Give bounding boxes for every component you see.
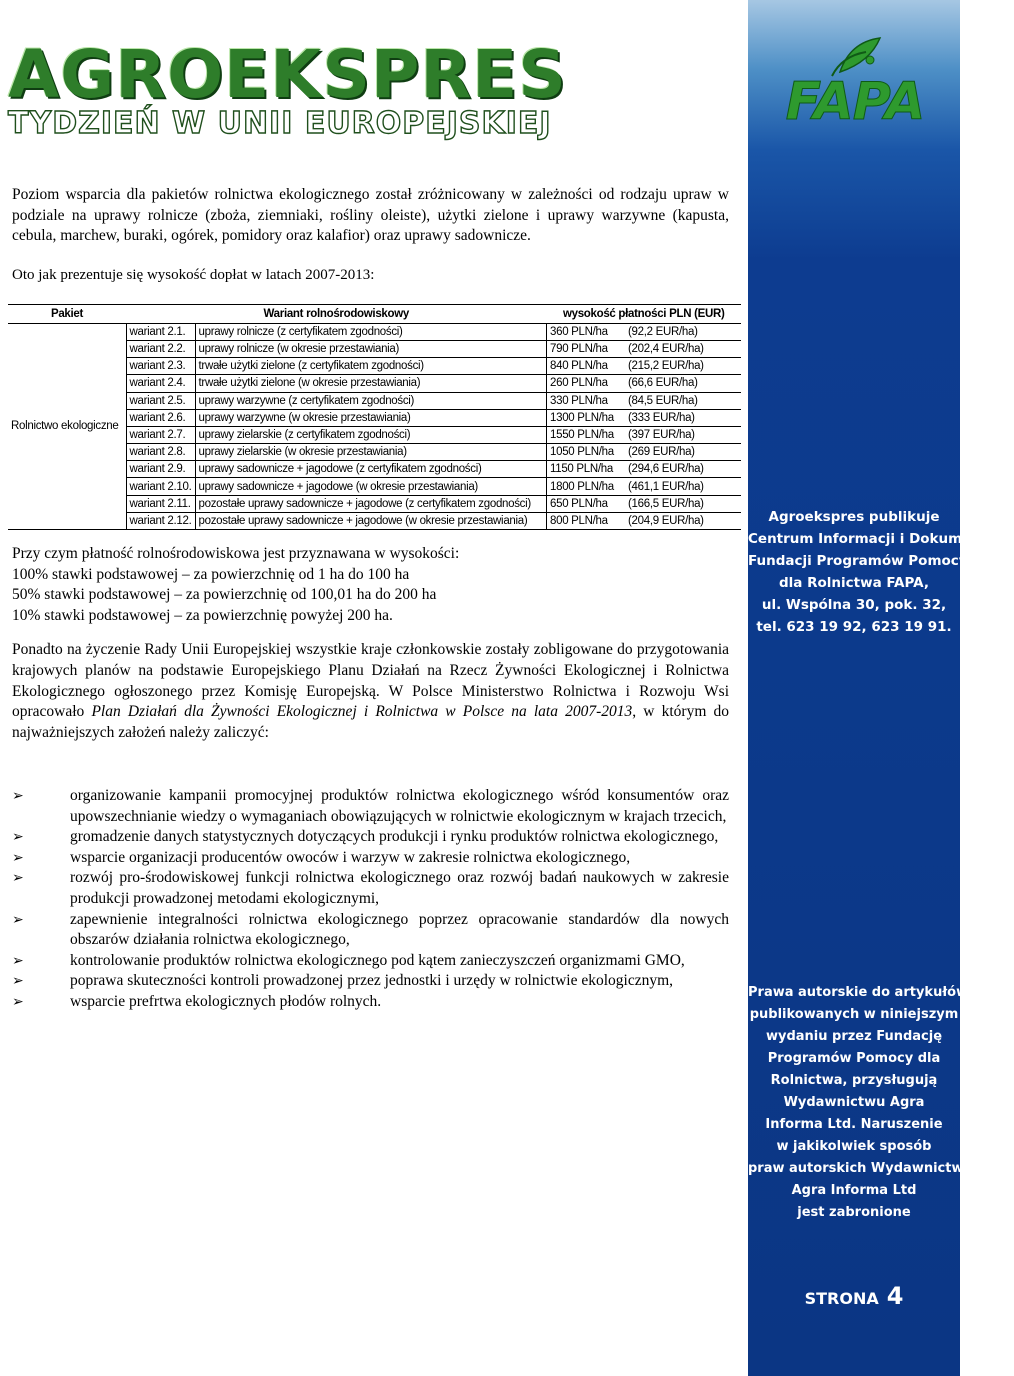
eur-cell: (166,5 EUR/ha) (625, 495, 741, 512)
description-cell: pozostałe uprawy sadownicze + jagodowe (w okresie przestawiania) (195, 512, 546, 529)
package-cell: Rolnictwo ekologiczne (8, 323, 126, 529)
rate-line: 50% stawki podstawowej – za powierzchnię od 100,01 ha do 200 ha (12, 586, 437, 604)
description-cell: uprawy zielarskie (w okresie przestawiania) (195, 444, 546, 461)
eur-cell: (333 EUR/ha) (625, 409, 741, 426)
goal-text: wsparcie organizacji producentów owoców i warzyw w zakresie rolnictwa ekologicznego, (70, 848, 631, 866)
pln-cell: 790 PLN/ha (547, 340, 626, 357)
publisher-line: dla Rolnictwa FAPA, (779, 575, 929, 591)
rate-line: 10% stawki podstawowej – za powierzchnię powyżej 200 ha. (12, 606, 393, 624)
variant-cell: wariant 2.1. (126, 323, 195, 340)
description-cell: trwałe użytki zielone (w okresie przestawiania) (195, 375, 546, 392)
description-cell: uprawy sadownicze + jagodowe (w okresie przestawiania) (195, 478, 546, 495)
goal-text: rozwój pro-środowiskowej funkcji rolnictwa ekologicznego oraz rozwój badań naukowych w zakresie produkcji prowadzonej metodami ekologicznymi, (70, 869, 729, 907)
list-item (12, 848, 729, 869)
eur-cell: (215,2 EUR/ha) (625, 358, 741, 375)
logo-subtitle: TYDZIEŃ W UNII EUROPEJSKIEJ (8, 106, 552, 141)
copyright-line: Wydawnictwu Agra (783, 1095, 925, 1110)
copyright-notice (748, 982, 973, 1224)
fapa-logo-text: FAPA (785, 72, 925, 132)
variant-cell: wariant 2.9. (126, 461, 195, 478)
goal-text: zapewnienie integralności rolnictwa ekologicznego poprzez opracowanie standardów dla nowych obszarów działania rolnictwa ekologicznego, (70, 910, 729, 949)
copyright-line: Informa Ltd. Naruszenie (765, 1117, 943, 1132)
header-variant: Wariant rolnośrodowiskowy (126, 304, 546, 323)
eur-cell: (66,6 EUR/ha) (625, 375, 741, 392)
header-package: Pakiet (8, 304, 126, 323)
eur-cell: (461,1 EUR/ha) (625, 478, 741, 495)
list-item (12, 868, 729, 909)
page-indicator (748, 1282, 960, 1310)
list-item (12, 827, 729, 848)
variant-cell: wariant 2.12. (126, 512, 195, 529)
lead-paragraph: Oto jak prezentuje się wysokość dopłat w latach 2007-2013: (12, 266, 375, 283)
publisher-line: Agroekspres publikuje (768, 509, 940, 525)
variant-cell: wariant 2.8. (126, 444, 195, 461)
list-item (12, 951, 729, 972)
variant-cell: wariant 2.11. (126, 495, 195, 512)
payment-table (8, 304, 741, 530)
plan-title: Plan Działań dla Żywności Ekologicznej i Rolnictwa w Polsce na lata 2007-2013 (91, 703, 633, 721)
header-payment: wysokość płatności PLN (EUR) (547, 304, 742, 323)
sidebar (748, 0, 1014, 1376)
table-header-row (8, 304, 741, 323)
variant-cell: wariant 2.2. (126, 340, 195, 357)
copyright-line: Prawa autorskie do artykułów, (748, 985, 973, 1000)
pln-cell: 1050 PLN/ha (547, 444, 626, 461)
pln-cell: 800 PLN/ha (547, 512, 626, 529)
copyright-line: jest zabronione (797, 1205, 911, 1220)
intro-paragraph: Poziom wsparcia dla pakietów rolnictwa ekologicznego został zróżnicowany w zależności od rodzaju upraw w podziale na uprawy rolnicze (zboża, ziemniaki, rośliny oleiste), użytki zielone i uprawy warzywne (kapusta, cebula, marchew, buraki, ogórek, pomidory oraz kalafior) oraz uprawy sadownicze. (12, 186, 729, 245)
variant-cell: wariant 2.5. (126, 392, 195, 409)
description-cell: uprawy rolnicze (w okresie przestawiania) (195, 340, 546, 357)
pln-cell: 1800 PLN/ha (547, 478, 626, 495)
pln-cell: 1300 PLN/ha (547, 409, 626, 426)
table-row (8, 323, 741, 340)
pln-cell: 260 PLN/ha (547, 375, 626, 392)
eur-cell: (397 EUR/ha) (625, 426, 741, 443)
variant-cell: wariant 2.6. (126, 409, 195, 426)
copyright-line: Rolnictwa, przysługują (770, 1073, 938, 1088)
rate-line: 100% stawki podstawowej – za powierzchnię od 1 ha do 100 ha (12, 565, 410, 583)
goals-list (12, 786, 729, 1013)
rates-intro: Przy czym płatność rolnośrodowiskowa jest przyznawana w wysokości: (12, 545, 460, 563)
description-cell: trwałe użytki zielone (z certyfikatem zgodności) (195, 358, 546, 375)
publisher-line: tel. 623 19 92, 623 19 91. (756, 619, 952, 635)
list-item (12, 910, 729, 951)
page-label: STRONA (804, 1289, 879, 1308)
eur-cell: (294,6 EUR/ha) (625, 461, 741, 478)
eur-cell: (204,9 EUR/ha) (625, 512, 741, 529)
publisher-line: Centrum Informacji i Dokumentacji (748, 531, 1014, 547)
arrow-bullet-icon: ➢ (12, 849, 24, 866)
arrow-bullet-icon: ➢ (12, 952, 24, 969)
eur-cell: (84,5 EUR/ha) (625, 392, 741, 409)
copyright-line: w jakikolwiek sposób (776, 1139, 932, 1154)
description-cell: uprawy rolnicze (z certyfikatem zgodności) (195, 323, 546, 340)
eur-cell: (269 EUR/ha) (625, 444, 741, 461)
variant-cell: wariant 2.4. (126, 375, 195, 392)
goal-text: wsparcie prefrtwa ekologicznych płodów rolnych. (70, 992, 382, 1010)
copyright-line: Agra Informa Ltd (791, 1183, 917, 1198)
fapa-logo (770, 32, 940, 142)
plan-paragraph-start: Ponadto na życzenie Rady Unii Europejskiej wszystkie kraje członkowskie zostały zobligowane do przygotowania krajowych planów na podstawie Europejskiego Planu Działań na Rzecz Żywności Ekologicznej i Rolnictwa Ekologicznego ogłoszonego przez Komisję Europejską. W Polsce Ministerstwo Rolnictwa i Rozwoju Wsi opracowało (12, 641, 729, 721)
page-number: 4 (886, 1282, 904, 1310)
publisher-line: Fundacji Programów Pomocy (748, 553, 968, 569)
rates-block (12, 544, 729, 626)
copyright-line: Programów Pomocy dla (767, 1051, 941, 1066)
description-cell: uprawy sadownicze + jagodowe (z certyfikatem zgodności) (195, 461, 546, 478)
arrow-bullet-icon: ➢ (12, 993, 24, 1010)
arrow-bullet-icon: ➢ (12, 911, 24, 928)
description-cell: uprawy zielarskie (z certyfikatem zgodności) (195, 426, 546, 443)
variant-cell: wariant 2.10. (126, 478, 195, 495)
variant-cell: wariant 2.7. (126, 426, 195, 443)
goal-text: kontrolowanie produktów rolnictwa ekologicznego pod kątem zanieczyszczeń organizmami GMO, (70, 951, 685, 969)
logo-agroekspres: AGROEKSPRES (8, 36, 567, 113)
list-item (12, 786, 729, 827)
arrow-bullet-icon: ➢ (12, 829, 24, 846)
eur-cell: (92,2 EUR/ha) (625, 323, 741, 340)
plan-paragraph-end: , w którym do najważniejszych założeń należy zaliczyć: (12, 703, 730, 741)
copyright-line: praw autorskich Wydawnictwa (748, 1161, 973, 1176)
pln-cell: 840 PLN/ha (547, 358, 626, 375)
pln-cell: 1150 PLN/ha (547, 461, 626, 478)
plan-paragraph (12, 640, 729, 743)
list-item (12, 971, 729, 992)
pln-cell: 360 PLN/ha (547, 323, 626, 340)
pln-cell: 330 PLN/ha (547, 392, 626, 409)
pln-cell: 650 PLN/ha (547, 495, 626, 512)
article (12, 185, 729, 743)
pln-cell: 1550 PLN/ha (547, 426, 626, 443)
goal-text: poprawa skuteczności kontroli prowadzonej przez jednostki i urzędy w rolnictwie ekologicznym, (70, 972, 674, 990)
description-cell: uprawy warzywne (w okresie przestawiania) (195, 409, 546, 426)
masthead (0, 0, 748, 160)
copyright-line: wydaniu przez Fundację (765, 1029, 943, 1044)
copyright-line: publikowanych w niniejszym (749, 1007, 959, 1022)
arrow-bullet-icon: ➢ (12, 788, 24, 804)
goal-text: organizowanie kampanii promocyjnej produktów rolnictwa ekologicznego wśród konsumentów oraz upowszechnianie wiedzy o wymaganiach obowiązujących w rolnictwie ekologicznym w krajach trzecich, (70, 787, 729, 825)
description-cell: pozostałe uprawy sadownicze + jagodowe (z certyfikatem zgodności) (195, 495, 546, 512)
publisher-info (748, 506, 1014, 638)
variant-cell: wariant 2.3. (126, 358, 195, 375)
arrow-bullet-icon: ➢ (12, 870, 24, 887)
list-item (12, 992, 729, 1013)
arrow-bullet-icon: ➢ (12, 973, 24, 990)
description-cell: uprawy warzywne (z certyfikatem zgodności) (195, 392, 546, 409)
publisher-line: ul. Wspólna 30, pok. 32, (761, 597, 947, 613)
eur-cell: (202,4 EUR/ha) (625, 340, 741, 357)
goal-text: gromadzenie danych statystycznych dotyczących produkcji i rynku produktów rolnictwa ekologicznego, (70, 828, 719, 846)
